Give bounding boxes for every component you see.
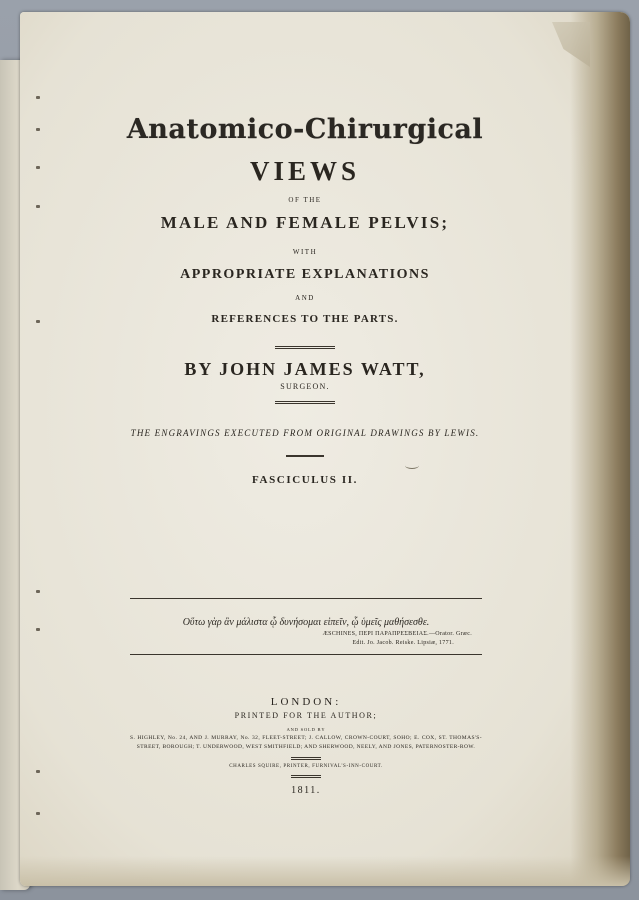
publication-year: 1811.: [291, 785, 321, 796]
epigraph-top-rule: [130, 598, 482, 599]
imprint-rule: [291, 757, 321, 760]
binding-stitch: [36, 128, 40, 131]
epigraph-citation: ÆSCHINES, ΠΕΡΙ ΠΑΡΑΠΡΕΣΒΕΙΑΣ.—Orator. Græc.: [322, 631, 472, 637]
imprint-rule-2: [291, 775, 321, 778]
epigraph: [130, 612, 482, 660]
appropriate-explanations: APPROPRIATE EXPLANATIONS: [180, 267, 430, 282]
fasciculus-number: FASCICULUS II.: [252, 474, 358, 486]
binding-stitch: [36, 166, 40, 169]
printed-for: PRINTED FOR THE AUTHOR;: [234, 711, 378, 720]
double-rule-2: [275, 401, 335, 404]
references-line: REFERENCES TO THE PARTS.: [211, 313, 399, 325]
author-role: SURGEON.: [280, 382, 330, 391]
imprint: [130, 694, 482, 798]
binding-stitch: [36, 590, 40, 593]
binding-stitch: [36, 812, 40, 815]
with-text: WITH: [292, 248, 318, 256]
binding-stitch: [36, 205, 40, 208]
epigraph-bottom-rule: [130, 654, 482, 655]
engravings-note: THE ENGRAVINGS EXECUTED FROM ORIGINAL DRAWINGS BY LEWIS.: [130, 428, 480, 438]
sold-by: AND SOLD BY: [286, 727, 326, 732]
printer-line: CHARLES SQUIRE, PRINTER, FURNIVAL'S-INN-COURT.: [229, 764, 383, 769]
double-rule: [275, 346, 335, 349]
greek-quote: Οὕτω γὰρ ἂν μάλιστα ᾧ δυνήσομαι εἰπεῖν, ᾧ ὑμεῖς μαθήσεσθε.: [182, 617, 430, 628]
foxed-page-edge: [570, 12, 630, 886]
short-dash: [286, 455, 324, 457]
binding-stitch: [36, 628, 40, 631]
title-page: [20, 12, 630, 886]
page-bottom-shadow: [20, 856, 630, 886]
epigraph-edition: Edit. Jo. Jacob. Reiske. Lipsiæ, 1771.: [352, 640, 454, 646]
title-views: VIEWS: [249, 156, 361, 186]
author-line: BY JOHN JAMES WATT,: [184, 359, 426, 379]
sellers-list: S. HIGHLEY, No. 24, AND J. MURRAY, No. 32, FLEET-STREET; J. CALLOW, CROWN-COURT, SOHO; E. COX, ST. THOMAS'S-STREET, BOROUGH; T. UNDERWOOD, WEST SMITHFIELD; AND SHERWOOD, NEELY, AND JONES, PATERNOSTER-ROW.: [130, 735, 482, 750]
subject-heading: MALE AND FEMALE PELVIS;: [160, 213, 450, 232]
title-block: [110, 110, 500, 488]
binding-stitch: [36, 96, 40, 99]
binding-stitch: [36, 770, 40, 773]
imprint-city: LONDON:: [270, 696, 342, 708]
title-gothic: Anatomico-Chirurgical: [126, 114, 484, 145]
of-the-text: OF THE: [288, 196, 322, 204]
binding-stitch: [36, 320, 40, 323]
and-text: AND: [295, 294, 315, 302]
